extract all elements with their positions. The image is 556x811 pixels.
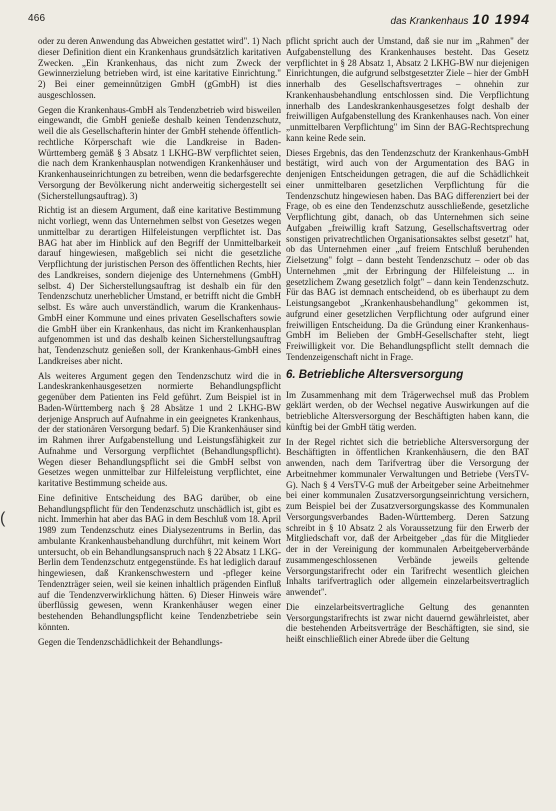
section-heading: 6. Betriebliche Altersversorgung xyxy=(286,368,464,381)
paragraph: Richtig ist an diesem Argument, daß eine karitative Bestimmung nicht vorliegt, wenn das Unternehmen selbst von Gesetzes wegen unmittelbar zu derartigen Hilfeleistungen verpflichtet ist. Das BAG hat aber im Hinblick auf den Begriff der Unmittelbarkeit darauf hingewiesen, maßgeblich sei nicht die gesetzliche Verpflichtung der juristischen Person des öffentlichen Rechts, hier des Landkreises, sondern diejenige des Unternehmens (GmbH) selbst. 4) Der Sicherstellungsauftrag ist deshalb ein für den Tendenzschutz unerheblicher Umstand, er betrifft nicht die GmbH selbst. Es wäre auch unverständlich, warum die Krankenhaus-GmbH einer Kommune und eines privaten Gesellschafters sowie die GmbH über ein Krankenhaus, das nicht im Krankenhausplan aufgenommen ist und das deshalb keinen Sicherstellungsauftrag hat, Tendenzschutz genießen soll, der Krankenhaus-GmbH eines Landkreises aber nicht. xyxy=(38,205,281,366)
page-header xyxy=(0,0,556,36)
right-column xyxy=(286,36,529,806)
paragraph: Eine definitive Entscheidung des BAG darüber, ob eine Behandlungspflicht für den Tendenzschutz unschädlich ist, gibt es nicht. Immerhin hat aber das BAG in dem Beschluß vom 18. April 1989 zum Tendenzschutz eines Dialysezentrums in Berlin, das ambulante Krankenhausbehandlung durchführt, mit keinem Wort untersucht, ob ein Behandlungsanspruch nach § 22 Absatz 1 LKG-Berlin dem Tendenzschutz entgegenstünde. Es hat lediglich darauf hingewiesen, daß Krankenschwestern und -pfleger keine Tendenzträger seien, weil sie keinen inhaltlich prägenden Einfluß auf die Tendenzverwirklichung hätten. 6) Dieser Hinweis wäre überflüssig gewesen, wenn Krankenhäuser wegen einer bestehenden Behandlungspflicht keine Tendenzbetriebe sein könnten. xyxy=(38,492,281,632)
paragraph: In der Regel richtet sich die betriebliche Altersversorgung der Beschäftigten in öffentlichen Krankenhäusern, die den BAT anwenden, nach dem Tarifvertrag über die Versorgung der Arbeitnehmer kommunaler Verwaltungen und Betriebe (VersTV-G). Nach § 4 VersTV-G muß der Arbeitgeber seine Arbeitnehmer bei einer kommunalen Zusatzversorgungseinrichtung versichern, zum Beispiel bei der Zusatzversorgungskasse des Kommunalen Versorgungsverbandes Baden-Württemberg. Deren Satzung schreibt in § 10 Absatz 2 als Voraussetzung für den Erwerb der Mitgliedschaft vor, daß der Arbeitgeber „das für die Mitglieder der in der Vereinigung der kommunalen Arbeitgeberverbände zusammengeschlossenen Verbände jeweils geltende Versorgungstarifrecht oder ein Tarifrecht wesentlich gleichen Inhalts tarifvertraglich oder allgemein einzelarbeitsvertraglich anwendet". xyxy=(286,436,529,597)
paragraph: Im Zusammenhang mit dem Trägerwechsel muß das Problem geklärt werden, ob der Wechsel negative Auswirkungen auf die betriebliche Altersversorgung der Beschäftigten haben kann, die künftig bei der GmbH tätig werden. xyxy=(286,389,529,432)
journal-header xyxy=(391,11,530,27)
paragraph: Gegen die Krankenhaus-GmbH als Tendenzbetrieb wird bisweilen eingewandt, die GmbH genieße deshalb keinen Tendenzschutz, weil die als Gesellschafterin hinter der GmbH stehende öffentlich-rechtliche Körperschaft wie die Landkreise in Baden-Württemberg gemäß § 3 Absatz 1 LKHG-BW verpflichtet seien, die nach dem Krankenhausplan notwendigen Krankenhäuser und Krankenhauseinrichtungen zu betreiben, wenn die bedarfsgerechte Versorgung der Bevölkerung nicht anderweitig sichergestellt sei (Sicherstellungsauftrag). 3) xyxy=(38,104,281,201)
paragraph: pflicht spricht auch der Umstand, daß sie nur im „Rahmen" der Aufgabenstellung des Krankenhauses besteht. Das Gesetz verpflichtet in § 28 Absatz 1, Absatz 2 LKHG-BW nur diejenigen Einrichtungen, die aufgrund selbstgesetzter Ziele – hier der GmbH innerhalb des Gesellschaftsvertrages – ohnehin zur Krankenhausbehandlung entschlossen sind. Die Verpflichtung innerhalb des Landeskrankenhausgesetzes folgt deshalb der freiwilligen Aufgabenstellung des Krankenhauses nach. Von einer „unmittelbaren Verpflichtung" im Sinn der BAG-Rechtsprechung kann keine Rede sein. xyxy=(286,36,529,143)
left-column xyxy=(38,36,281,806)
issue-number: 10 1994 xyxy=(472,11,530,27)
paragraph: Dieses Ergebnis, das den Tendenzschutz der Krankenhaus-GmbH bestätigt, wird auch von der Argumentation des BAG in denjenigen Entscheidungen getragen, die auf die Schädlichkeit einer unmittelbaren gesetzlichen Verpflichtung für die Tendenzschutz hingewiesen haben. Das BAG differenziert bei der Frage, ob es eine den Tendenzschutz ausschließende, gesetzliche Verpflichtung gibt, danach, ob das Unternehmen sich seine Aufgaben „freiwillig kraft Satzung, Gesellschaftsvertrag oder sonstigen privatrechtlichen Organisationsaktes selbst gesetzt" hat, ob das Unternehmen einer „auf freiem Entschluß beruhenden Zielsetzung" folgt – dann besteht Tendenzschutz – oder ob das Unternehmen „mit der Erbringung der Hilfeleistung ... in gesetzlichem Zwang gesetzlich folgt" – dann kein Tendenzschutz. Für das BAG ist demnach entscheidend, ob es überhaupt zu dem Leistungsangebot „Krankenhausbehandlung" gekommen ist, aufgrund einer gesetzlichen Verpflichtung oder aufgrund einer freiwilligen Entscheidung. Da die Gründung einer Krankenhaus-GmbH im Belieben der GmbH-Gesellschafter steht, liegt Freiwilligkeit vor. Die Behandlungspflicht stellt demnach die Tendenzeigenschaft nicht in Frage. xyxy=(286,147,529,362)
paragraph: oder zu deren Anwendung das Abweichen gestattet wird". 1) Nach dieser Definition dient ein Krankenhaus grundsätzlich karitativen Zwecken. „Ein Krankenhaus, das nicht zum Zweck der Gewinnerzielung betrieben wird, ist eine karitative Einrichtung." 2) Bei einer gemeinnützigen GmbH (gGmbH) ist dies ausgeschlossen. xyxy=(38,36,281,100)
scan-edge-mark: ( xyxy=(0,510,6,527)
paragraph: Als weiteres Argument gegen den Tendenzschutz wird die in Landeskrankenhausgesetzen normierte Behandlungspflicht gegenüber dem Patienten ins Feld geführt. Zum Beispiel ist in Baden-Württemberg nach § 28 Absätze 1 und 2 LKHG-BW derjenige Anspruch auf Aufnahme in ein geeignetes Krankenhaus, der der stationären Versorgung bedarf. 5) Die Krankenhäuser sind im Rahmen ihrer Aufgabenstellung und Leistungsfähigkeit zur Aufnahme und Versorgung verpflichtet (Behandlungspflicht). Wegen dieser Behandlungspflicht sei die GmbH selbst von Gesetzes wegen unmittelbar zur Hilfeleistung verpflichtet, eine karitative Bestimmung scheide aus. xyxy=(38,370,281,488)
paragraph: Gegen die Tendenzschädlichkeit der Behandlungs- xyxy=(38,636,223,647)
paragraph: Die einzelarbeitsvertragliche Geltung des genannten Versorgungstarifrechts ist zwar nicht dauernd gewährleistet, aber die bestehenden Arbeitsverträge der Beschäftigten, sie sind, sie heißt einschließlich einer Abrede über die Geltung xyxy=(286,601,529,644)
page-number: 466 xyxy=(28,13,46,24)
journal-title: das Krankenhaus xyxy=(390,16,469,27)
